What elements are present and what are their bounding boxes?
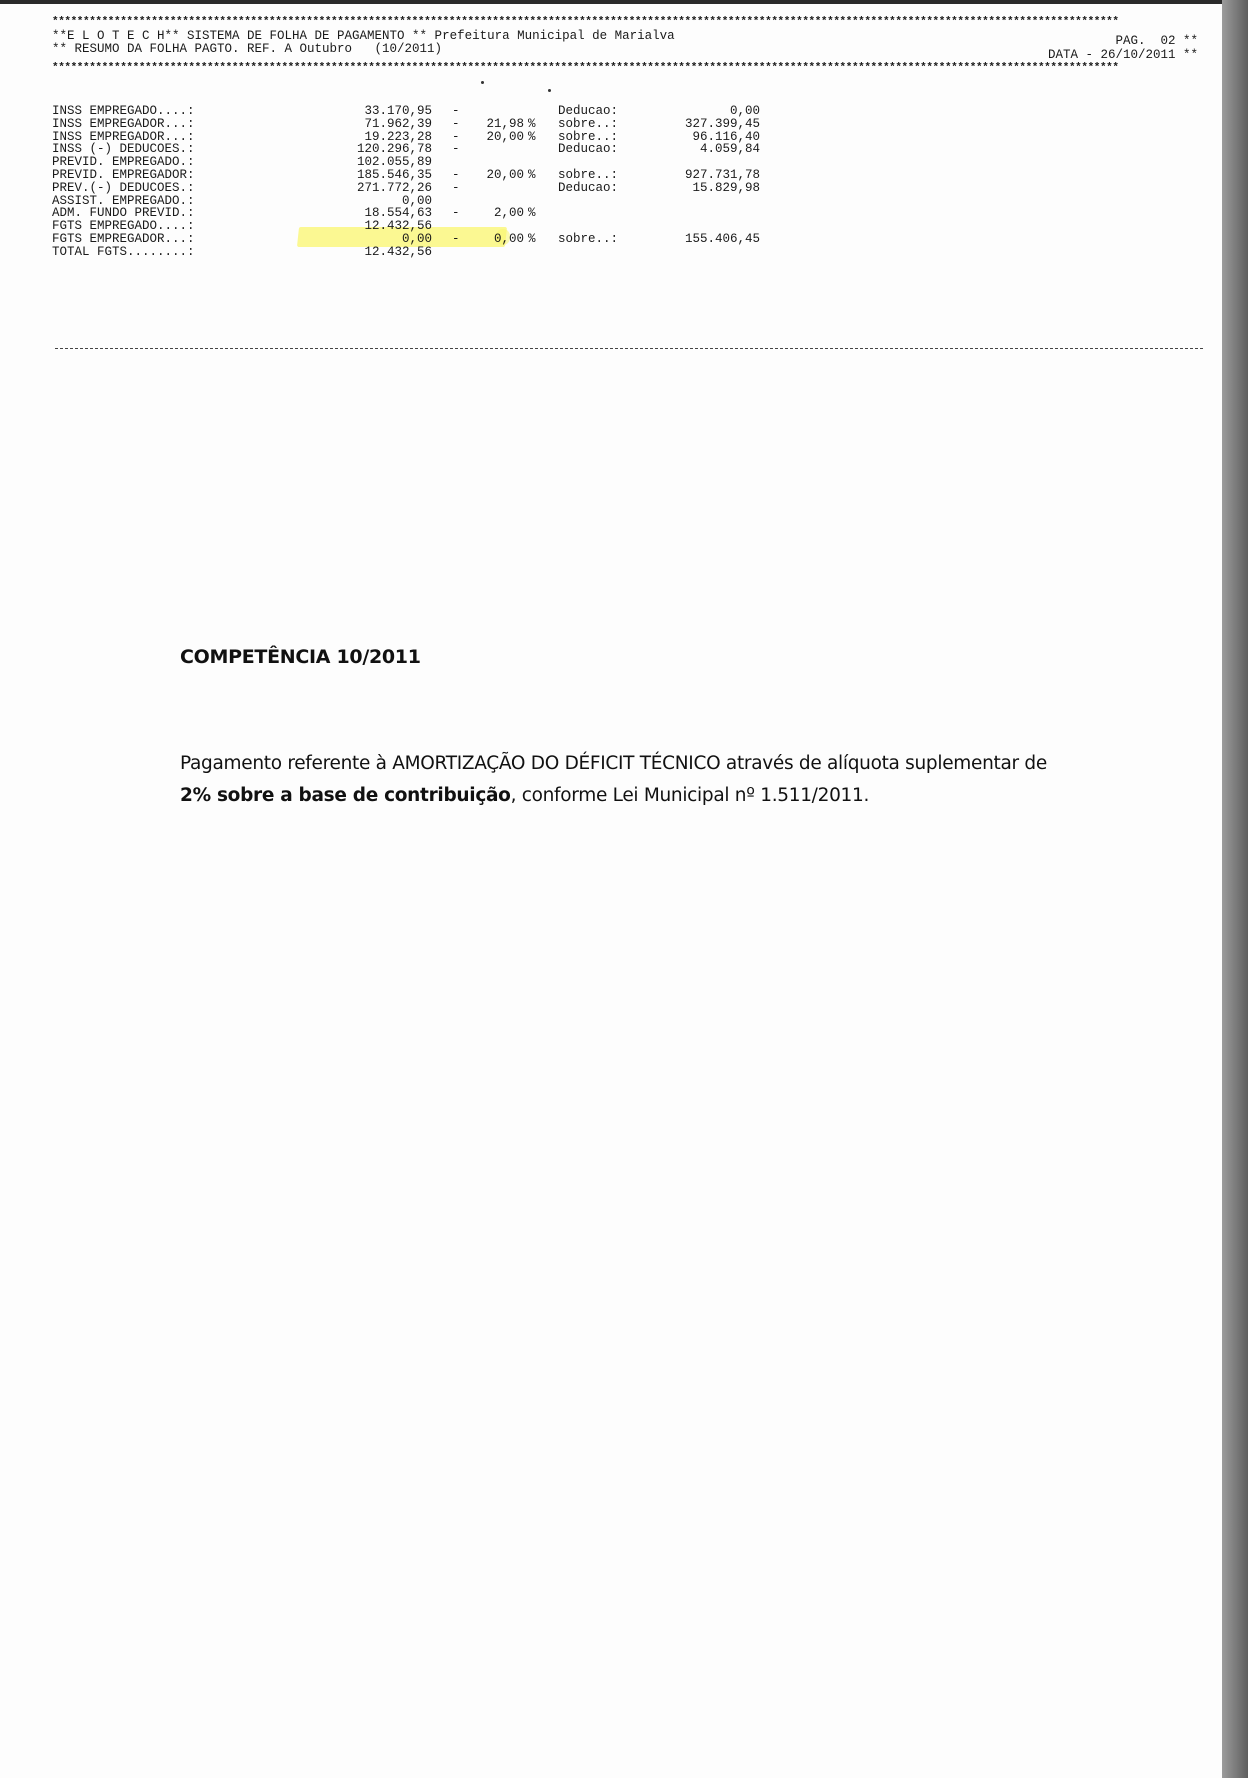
row-label: PREV.(-) DEDUCOES.: [52, 180, 195, 195]
payment-note-bold: 2% sobre a base de contribuição [180, 785, 511, 806]
row-percent: 20,00 [486, 167, 524, 182]
header-page-number: PAG. 02 ** [1115, 34, 1198, 48]
row-basis-label: Deducao: [557, 142, 618, 157]
row-value: 120.296,78 [356, 142, 432, 157]
row-percent-sign: % [528, 231, 536, 246]
row-basis-label: sobre..: [557, 167, 618, 182]
row-basis-label: Deducao: [557, 104, 618, 118]
row-label: ADM. FUNDO PREVID.: [52, 206, 195, 221]
row-basis-value: 155.406,45 [684, 231, 760, 246]
payment-note-text: Pagamento referente à AMORTIZAÇÃO DO DÉFICIT TÉCNICO através de alíquota suplementar de [180, 753, 1047, 774]
row-value: 18.554,63 [364, 206, 432, 221]
row-percent: 20,00 [486, 129, 524, 144]
table-row [52, 116, 760, 131]
row-dash: - [452, 231, 460, 246]
row-dash: - [452, 142, 460, 157]
row-value: 102.055,89 [356, 155, 432, 170]
scan-speck [481, 81, 484, 84]
row-percent: 0,00 [493, 231, 524, 246]
header-system-line: **E L O T E C H** SISTEMA DE FOLHA DE PAGAMENTO ** Prefeitura Municipal de Marialva [52, 29, 675, 43]
row-percent: 2,00 [493, 206, 524, 221]
row-basis-label: sobre..: [557, 129, 618, 144]
row-percent-sign: % [528, 129, 536, 144]
row-basis-label: sobre..: [557, 231, 618, 246]
scan-edge-shadow [1222, 0, 1248, 1778]
row-value: 185.546,35 [356, 167, 432, 182]
row-label: ASSIST. EMPREGADO.: [52, 193, 195, 208]
table-row [52, 104, 760, 118]
row-dash: - [452, 104, 460, 118]
table-row [52, 167, 760, 182]
scan-speck [548, 89, 551, 92]
row-value: 0,00 [401, 193, 432, 208]
competencia-heading: COMPETÊNCIA 10/2011 [180, 646, 421, 668]
row-dash: - [452, 180, 460, 195]
row-dash: - [452, 129, 460, 144]
row-percent-sign: % [528, 206, 536, 221]
dashed-separator [55, 348, 1203, 349]
row-label: INSS EMPREGADOR...: [52, 129, 195, 144]
row-label: PREVID. EMPREGADO.: [52, 155, 195, 170]
row-basis-value: 327.399,45 [684, 116, 760, 131]
header-stars-bottom: **************************************************************************************************************************************************************************** [52, 62, 1119, 74]
row-percent-sign: % [528, 167, 536, 182]
row-label: FGTS EMPREGADO....: [52, 219, 195, 234]
row-basis-label: Deducao: [557, 180, 618, 195]
row-value: 71.962,39 [364, 116, 432, 131]
row-basis-value: 927.731,78 [684, 167, 760, 182]
row-basis-value: 96.116,40 [692, 129, 760, 144]
row-value: 33.170,95 [364, 104, 432, 118]
row-label: INSS (-) DEDUCOES.: [52, 142, 195, 157]
scan-top-edge [0, 0, 1222, 4]
row-value: 0,00 [401, 231, 432, 246]
row-label: INSS EMPREGADOR...: [52, 116, 195, 131]
row-value: 12.432,56 [364, 244, 432, 259]
row-basis-value: 4.059,84 [699, 142, 760, 157]
payment-note-text-end: , conforme Lei Municipal nº 1.511/2011. [510, 785, 870, 806]
row-dash: - [452, 167, 460, 182]
header-summary-line: ** RESUMO DA FOLHA PAGTO. REF. A Outubro (10/2011) [52, 42, 443, 56]
row-dash: - [452, 206, 460, 221]
table-row [52, 246, 752, 259]
row-basis-label: sobre..: [557, 116, 618, 131]
row-percent: 21,98 [486, 116, 524, 131]
row-label: INSS EMPREGADO....: [52, 104, 195, 118]
row-percent-sign: % [528, 116, 536, 131]
row-dash: - [452, 116, 460, 131]
row-basis-value: 15.829,98 [692, 180, 760, 195]
row-label: PREVID. EMPREGADOR: [52, 167, 195, 182]
table-row [52, 180, 760, 195]
row-value: 19.223,28 [364, 129, 432, 144]
header-date: DATA - 26/10/2011 ** [1047, 48, 1198, 62]
table-row [52, 231, 760, 246]
header-stars-top: **************************************************************************************************************************************************************************** [52, 16, 1119, 28]
payroll-summary-table [52, 104, 760, 259]
row-value: 12.432,56 [364, 219, 432, 234]
row-label: TOTAL FGTS........: [52, 244, 195, 259]
row-basis-value: 0,00 [729, 104, 760, 118]
row-value: 271.772,26 [356, 180, 432, 195]
payment-note-paragraph [180, 748, 1080, 812]
row-label: FGTS EMPREGADOR...: [52, 231, 195, 246]
